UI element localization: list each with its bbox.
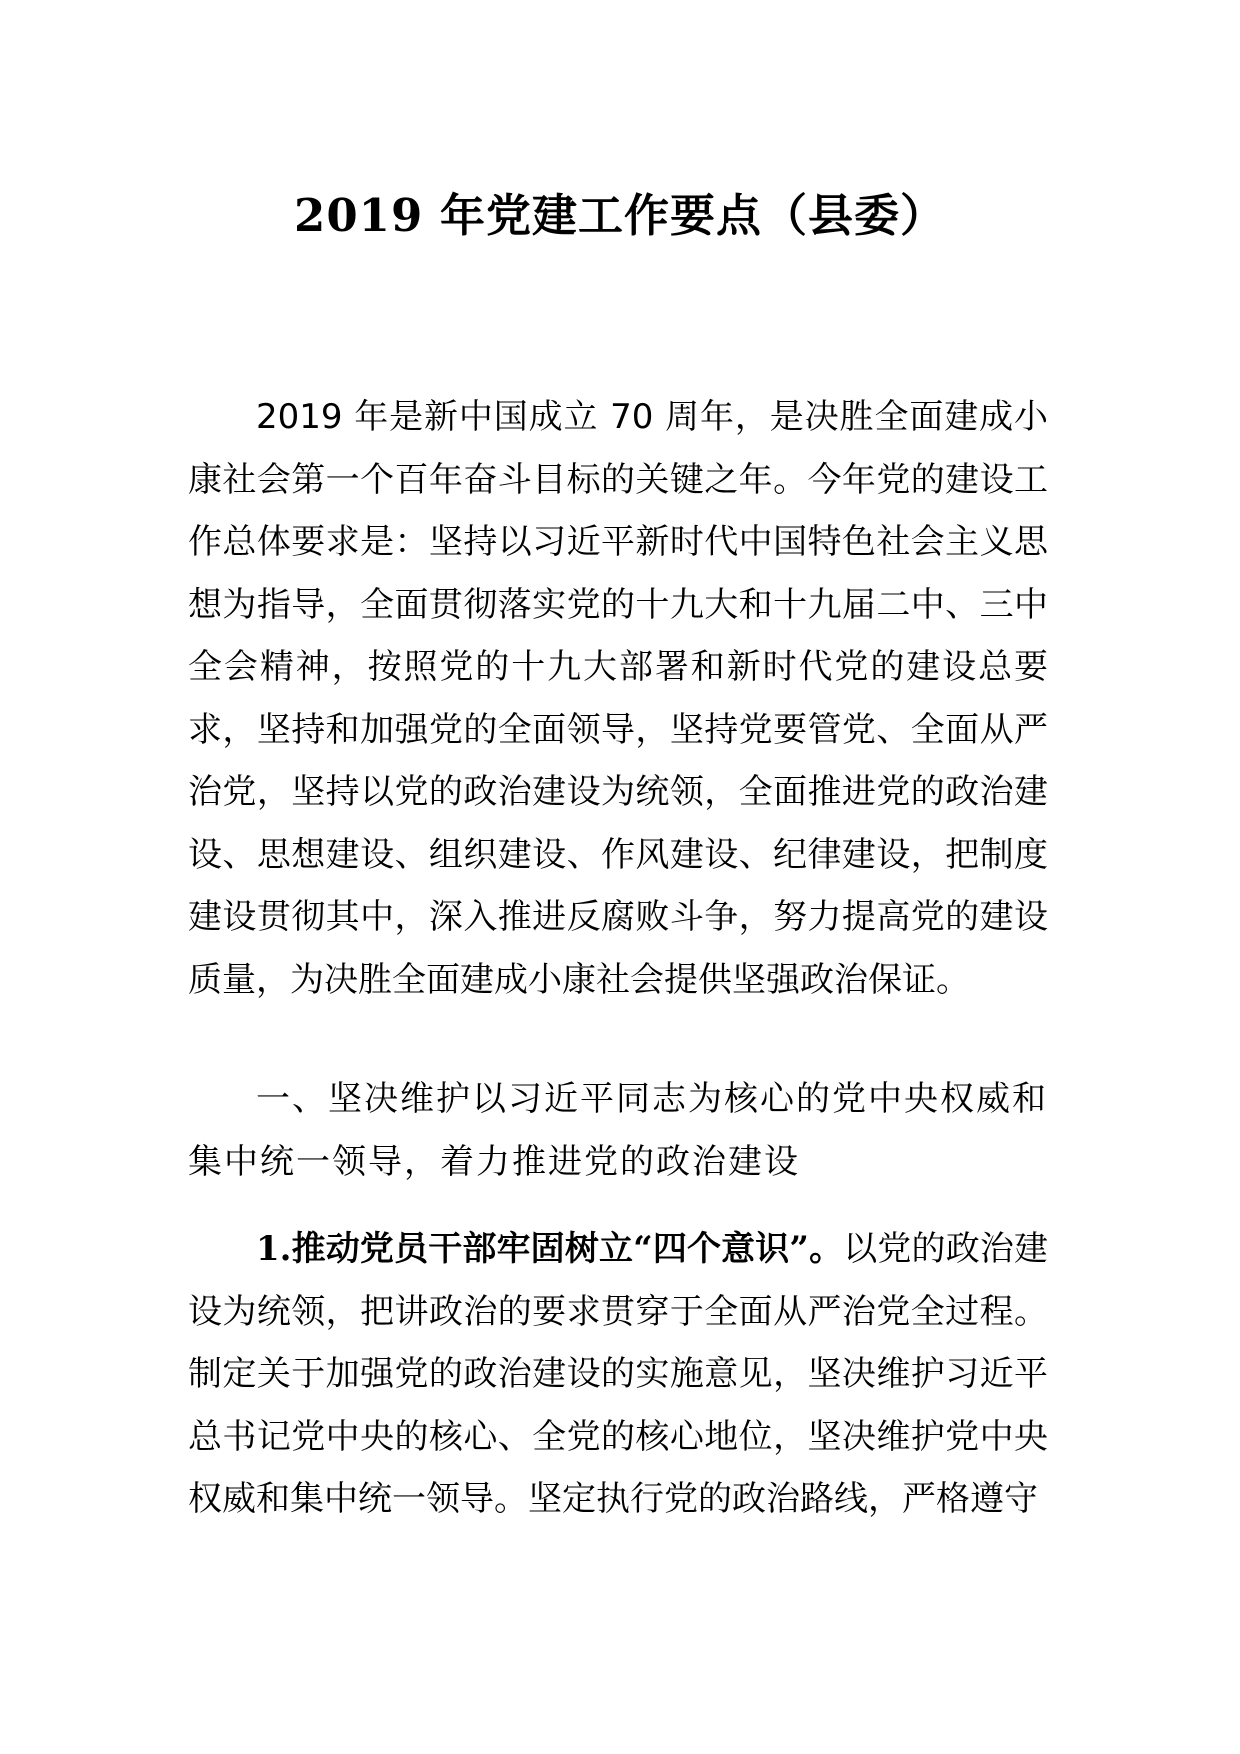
item-1-paragraph <box>188 1218 1048 1531</box>
intro-paragraph: 2019 年是新中国成立 70 周年，是决胜全面建成小康社会第一个百年奋斗目标的关键之年。今年党的建设工作总体要求是：坚持以习近平新时代中国特色社会主义思想为指导，全面贯彻落实党的十九大和十九届二中、三中全会精神，按照党的十九大部署和新时代党的建设总要求，坚持和加强党的全面领导，坚持党要管党、全面从严治党，坚持以党的政治建设为统领，全面推进党的政治建设、思想建设、组织建设、作风建设、纪律建设，把制度建设贯彻其中，深入推进反腐败斗争，努力提高党的建设质量，为决胜全面建成小康社会提供坚强政治保证。 <box>188 397 1048 1000</box>
section-heading-paragraph: 一、坚决维护以习近平同志为核心的党中央权威和集中统一领导，着力推进党的政治建设 <box>188 1079 1048 1182</box>
document-title: 2019 年党建工作要点（县委） <box>294 189 946 242</box>
item-1-body-text: 以党的政治建设为统领，把讲政治的要求贯穿于全面从严治党全过程。制定关于加强党的政治建设的实施意见，坚决维护习近平总书记党中央的核心、全党的核心地位，坚决维护党中央权威和集中统一领导。坚定执行党的政治路线，严格遵守 <box>188 1229 1049 1519</box>
item-1-lead-text: 1.推动党员干部牢固树立“四个意识”。 <box>256 1229 844 1269</box>
